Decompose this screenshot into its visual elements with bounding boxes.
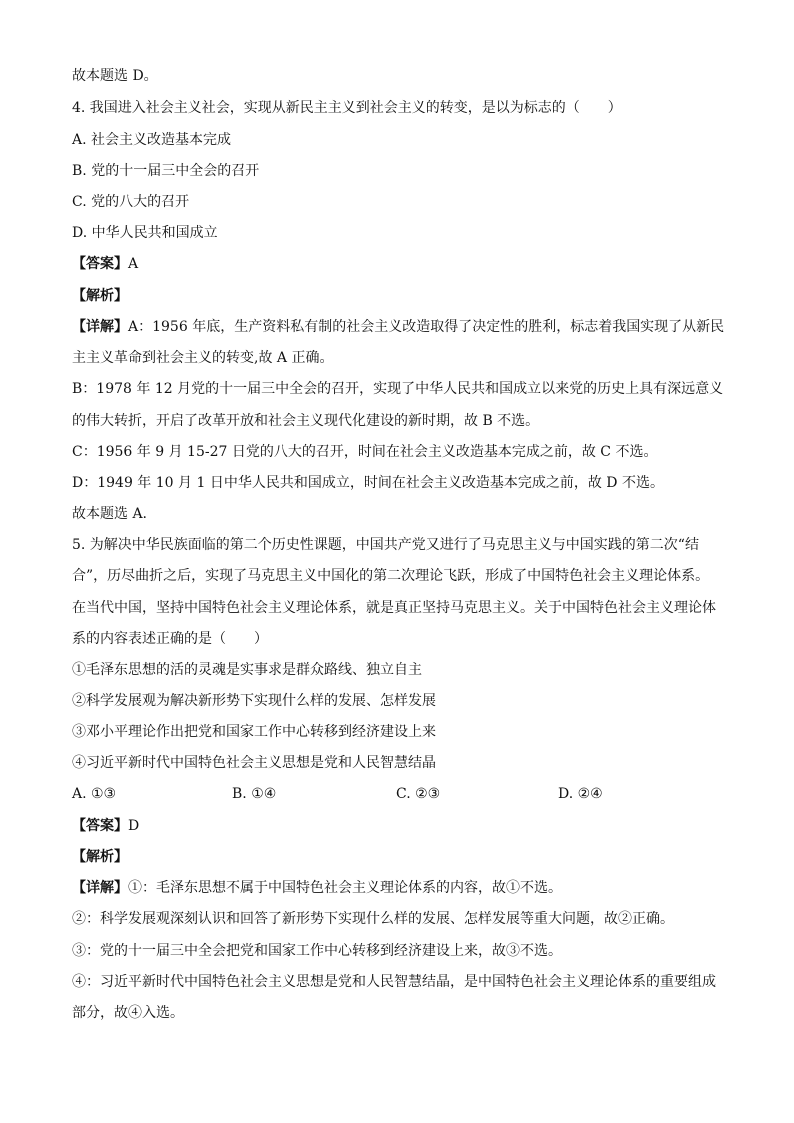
q5-item-4: ④习近平新时代中国特色社会主义思想是党和人民智慧结晶 — [72, 755, 436, 771]
q5-option-b: B. ①④ — [232, 786, 277, 802]
q5-detail-4-line2: 部分，故④入选。 — [72, 1005, 184, 1021]
q4-detail-c: C：1956 年 9 月 15-27 日党的八大的召开，时间在社会主义改造基本完成之前，故 C 不选。 — [72, 444, 658, 460]
q5-item-2: ②科学发展观为解决新形势下实现什么样的发展、怎样发展 — [72, 693, 436, 709]
answer-value: A — [128, 256, 139, 272]
answer-value: D — [128, 818, 140, 834]
q4-option-a: A. 社会主义改造基本完成 — [72, 132, 232, 148]
q5-option-c: C. ②③ — [396, 786, 441, 802]
q4-option-c: C. 党的八大的召开 — [72, 194, 190, 210]
q4-option-b: B. 党的十一届三中全会的召开 — [72, 163, 260, 179]
q5-detail-3: ③：党的十一届三中全会把党和国家工作中心转移到经济建设上来，故③不选。 — [72, 943, 562, 959]
q4-stem: 4. 我国进入社会主义社会，实现从新民主主义到社会主义的转变，是以为标志的（ ） — [72, 100, 622, 116]
q4-detail-b-line1: B：1978 年 12 月党的十一届三中全会的召开，实现了中华人民共和国成立以来党的历史上具有深远意义 — [72, 381, 724, 397]
q4-analysis-tag: 【解析】 — [72, 288, 128, 304]
q5-item-1: ①毛泽东思想的活的灵魂是实事求是群众路线、独立自主 — [72, 662, 422, 678]
answer-line-prev: 故本题选 D。 — [72, 68, 158, 84]
q5-option-a: A. ①③ — [72, 786, 117, 802]
q5-analysis-tag: 【解析】 — [72, 849, 128, 865]
q5-answer — [72, 817, 139, 835]
detail-text: A：1956 年底，生产资料私有制的社会主义改造取得了决定性的胜利，标志着我国实现了从新民 — [128, 319, 725, 335]
detail-text: ①：毛泽东思想不属于中国特色社会主义理论体系的内容，故①不选。 — [128, 880, 562, 896]
q4-answer — [72, 255, 138, 273]
q5-stem-line4: 系的内容表述正确的是（ ） — [72, 631, 268, 647]
q4-detail-a-line2: 主主义革命到社会主义的转变,故 A 正确。 — [72, 350, 334, 366]
answer-tag: 【答案】 — [72, 256, 128, 272]
q4-detail-b-line2: 的伟大转折，开启了改革开放和社会主义现代化建设的新时期，故 B 不选。 — [72, 413, 540, 429]
q5-item-3: ③邓小平理论作出把党和国家工作中心转移到经济建设上来 — [72, 724, 436, 740]
q5-detail-2: ②：科学发展观深刻认识和回答了新形势下实现什么样的发展、怎样发展等重大问题，故②正确。 — [72, 911, 674, 927]
q4-option-d: D. 中华人民共和国成立 — [72, 225, 218, 241]
detail-tag: 【详解】 — [72, 880, 128, 896]
q5-stem-line3: 在当代中国，坚持中国特色社会主义理论体系，就是真正坚持马克思主义。关于中国特色社会主义理论体 — [72, 600, 716, 616]
detail-tag: 【详解】 — [72, 319, 128, 335]
q5-stem-line1: 5. 为解决中华民族面临的第二个历史性课题，中国共产党又进行了马克思主义与中国实践的第二次“结 — [72, 537, 699, 553]
answer-tag: 【答案】 — [72, 818, 128, 834]
q4-detail-d: D：1949 年 10 月 1 日中华人民共和国成立，时间在社会主义改造基本完成之前，故 D 不选。 — [72, 475, 664, 491]
q4-detail-a-line1 — [72, 318, 724, 336]
q5-detail-1 — [72, 879, 562, 897]
q5-option-d: D. ②④ — [558, 786, 603, 802]
q5-detail-4-line1: ④：习近平新时代中国特色社会主义思想是党和人民智慧结晶，是中国特色社会主义理论体系的重要组成 — [72, 974, 716, 990]
q4-conclusion: 故本题选 A. — [72, 506, 148, 522]
q5-options — [72, 785, 732, 803]
q5-stem-line2: 合”，历尽曲折之后，实现了马克思主义中国化的第二次理论飞跃，形成了中国特色社会主义理论体系。 — [72, 568, 710, 584]
